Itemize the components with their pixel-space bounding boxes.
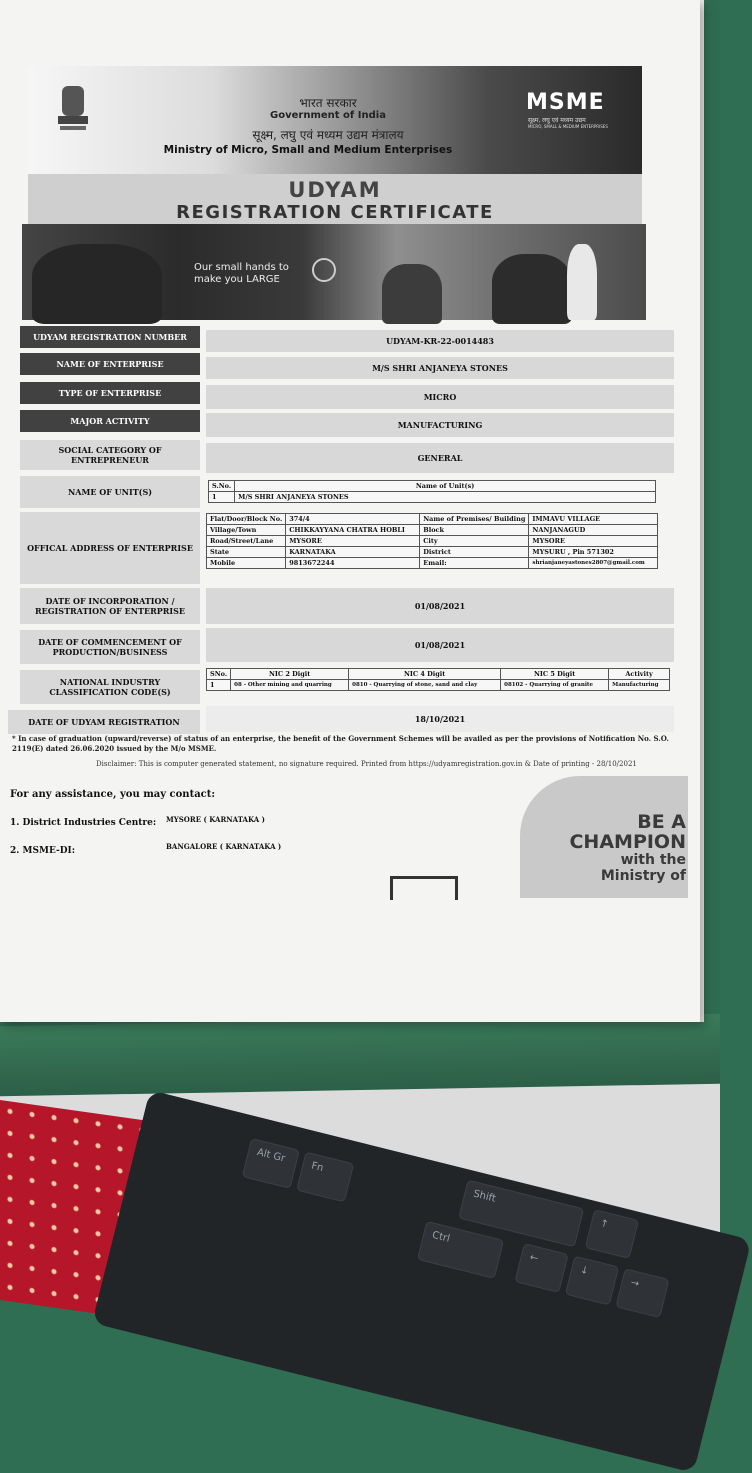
- social-category-label-line2: ENTREPRENEUR: [71, 455, 149, 465]
- incorporation-label-line1: DATE OF INCORPORATION /: [45, 596, 175, 606]
- nic-header-activity: Activity: [609, 669, 670, 680]
- qr-code-frame: [390, 876, 458, 900]
- social-category-value: GENERAL: [206, 443, 674, 473]
- nic-5-digit: 08102 - Quarrying of granite: [501, 680, 609, 691]
- nic-sno: 1: [207, 680, 231, 691]
- banner-photo: [22, 224, 646, 320]
- address-label: OFFICAL ADDRESS OF ENTERPRISE: [20, 512, 200, 584]
- state-value: KARNATAKA: [286, 547, 420, 558]
- banner-figure: [492, 254, 572, 324]
- nic-4-digit: 0810 - Quarrying of stone, sand and clay: [349, 680, 501, 691]
- key-down: ↓: [565, 1256, 619, 1306]
- units-sno: 1: [209, 492, 235, 503]
- nic-2-digit: 08 - Other mining and quarring: [231, 680, 349, 691]
- key-ctrl: Ctrl: [417, 1221, 504, 1279]
- block-value: NANJANAGUD: [529, 525, 658, 536]
- enterprise-name-value: M/S SHRI ANJANEYA STONES: [206, 357, 674, 379]
- village-label: Village/Town: [207, 525, 286, 536]
- district-label: District: [420, 547, 529, 558]
- units-name: M/S SHRI ANJANEYA STONES: [235, 492, 656, 503]
- msme-logo: MSME: [526, 90, 605, 115]
- premises-label: Name of Premises/ Building: [420, 514, 529, 525]
- banner-figure: [32, 244, 162, 324]
- email-value: shrianjaneyastones2807@gmail.com: [529, 558, 658, 569]
- commencement-label: [20, 630, 200, 664]
- key-right: →: [615, 1268, 669, 1318]
- nic-header-5: NIC 5 Digit: [501, 669, 609, 680]
- premises-value: IMMAVU VILLAGE: [529, 514, 658, 525]
- graduation-note: * In case of graduation (upward/reverse) of status of an enterprise, the benefit of the Government Schemes will be availed as per the provisions of Notification No. S.O. 2119(E) dated 26.06.2020 issued by the M/o MSME.: [12, 734, 669, 753]
- certificate-title-line2: REGISTRATION CERTIFICATE: [176, 202, 494, 223]
- nic-activity: Manufacturing: [609, 680, 670, 691]
- nic-label-line1: NATIONAL INDUSTRY: [59, 677, 161, 687]
- msme-logo-tagline-hindi: सूक्ष्म, लघु एवं मध्यम उद्यम: [528, 117, 586, 124]
- msme-logo-tagline-english: MICRO, SMALL & MEDIUM ENTERPRISES: [528, 124, 608, 129]
- ministry-hindi: सूक्ष्म, लघु एवं मध्यम उद्यम मंत्रालय: [252, 128, 404, 142]
- banner-tagline-line2: make you LARGE: [194, 274, 280, 285]
- road-value: MYSORE: [286, 536, 420, 547]
- mobile-value: 9813672244: [286, 558, 420, 569]
- major-activity-label: MAJOR ACTIVITY: [20, 410, 200, 432]
- village-value: CHIKKAYYANA CHATRA HOBLI: [286, 525, 420, 536]
- msme-di-value: BANGALORE ( KARNATAKA ): [166, 842, 282, 851]
- city-value: MYSORE: [529, 536, 658, 547]
- reg-no-label: UDYAM REGISTRATION NUMBER: [20, 326, 200, 348]
- flat-label: Flat/Door/Block No.: [207, 514, 286, 525]
- green-folder: [0, 1014, 720, 1097]
- incorporation-date: 01/08/2021: [206, 588, 674, 624]
- nic-label-line2: CLASSIFICATION CODE(S): [49, 687, 171, 697]
- udyam-date-value: 18/10/2021: [206, 706, 674, 732]
- social-category-label-line1: SOCIAL CATEGORY OF: [58, 445, 162, 455]
- banner-figure: [567, 244, 597, 320]
- state-label: State: [207, 547, 286, 558]
- nic-header-sno: SNo.: [207, 669, 231, 680]
- key-left: ←: [514, 1243, 568, 1293]
- gov-hindi: भारत सरकार: [299, 96, 357, 110]
- incorporation-label-line2: REGISTRATION OF ENTERPRISE: [34, 606, 186, 616]
- msme-logo-tagline: [528, 116, 628, 129]
- district-value: MYSURU , Pin 571302: [529, 547, 658, 558]
- banner-figure: [382, 264, 442, 324]
- champion-line1: BE A: [637, 811, 686, 833]
- reg-no-value: UDYAM-KR-22-0014483: [206, 330, 674, 352]
- nic-header-2: NIC 2 Digit: [231, 669, 349, 680]
- key-up: ↑: [585, 1209, 639, 1259]
- enterprise-type-label: TYPE OF ENTERPRISE: [20, 382, 200, 404]
- social-category-label: [20, 440, 200, 470]
- banner-tagline: [194, 262, 289, 286]
- udyam-date-label: DATE OF UDYAM REGISTRATION: [8, 710, 200, 734]
- banner-tagline-line1: Our small hands to: [194, 262, 289, 273]
- champion-line2: CHAMPION: [569, 831, 686, 853]
- graduation-note-text: In case of graduation (upward/reverse) of status of an enterprise, the benefit of the Government Schemes will be availed as per the provisions of Notification No. S.O. 2119(E) dated 26.06.2020 issued by the M/o MSME.: [12, 734, 669, 753]
- key-fn: Fn: [296, 1152, 354, 1203]
- major-activity-value: MANUFACTURING: [206, 413, 674, 437]
- certificate-title-line1: UDYAM: [288, 178, 382, 202]
- key-shift: Shift: [458, 1180, 584, 1248]
- ministry-english: Ministry of Micro, Small and Medium Enterprises: [163, 144, 453, 156]
- block-label: Block: [420, 525, 529, 536]
- address-table: [206, 513, 658, 569]
- city-label: City: [420, 536, 529, 547]
- certificate-header: [28, 66, 642, 174]
- assistance-heading: For any assistance, you may contact:: [10, 789, 216, 800]
- units-header-name: Name of Unit(s): [235, 481, 656, 492]
- champion-text: [556, 812, 686, 884]
- nic-header-4: NIC 4 Digit: [349, 669, 501, 680]
- email-label: Email:: [420, 558, 529, 569]
- nic-table: [206, 668, 670, 691]
- mobile-label: Mobile: [207, 558, 286, 569]
- chakra-icon: [312, 258, 336, 282]
- champion-line3: with the: [620, 852, 686, 868]
- title-band: [28, 174, 642, 228]
- enterprise-name-label: NAME OF ENTERPRISE: [20, 353, 200, 375]
- dic-value: MYSORE ( KARNATAKA ): [166, 815, 265, 824]
- flat-value: 374/4: [286, 514, 420, 525]
- enterprise-type-value: MICRO: [206, 385, 674, 409]
- msme-di-label: 2. MSME-DI:: [10, 846, 76, 856]
- disclaimer: Disclaimer: This is computer generated statement, no signature required. Printed from https://udyamregistration.gov.in & Date of printing - 28/10/2021: [96, 760, 637, 768]
- units-header-sno: S.No.: [209, 481, 235, 492]
- incorporation-label: [20, 588, 200, 624]
- units-label: NAME OF UNIT(S): [20, 476, 200, 508]
- champion-badge: [520, 776, 688, 898]
- champion-line4: Ministry of: [600, 868, 686, 884]
- units-table: [208, 480, 656, 503]
- gov-english: Government of India: [270, 110, 386, 121]
- nic-label: [20, 670, 200, 704]
- commencement-date: 01/08/2021: [206, 628, 674, 662]
- commencement-label-line2: PRODUCTION/BUSINESS: [52, 647, 168, 657]
- key-altgr: Alt Gr: [242, 1138, 300, 1189]
- dic-label: 1. District Industries Centre:: [10, 818, 157, 828]
- road-label: Road/Street/Lane: [207, 536, 286, 547]
- commencement-label-line1: DATE OF COMMENCEMENT OF: [38, 637, 182, 647]
